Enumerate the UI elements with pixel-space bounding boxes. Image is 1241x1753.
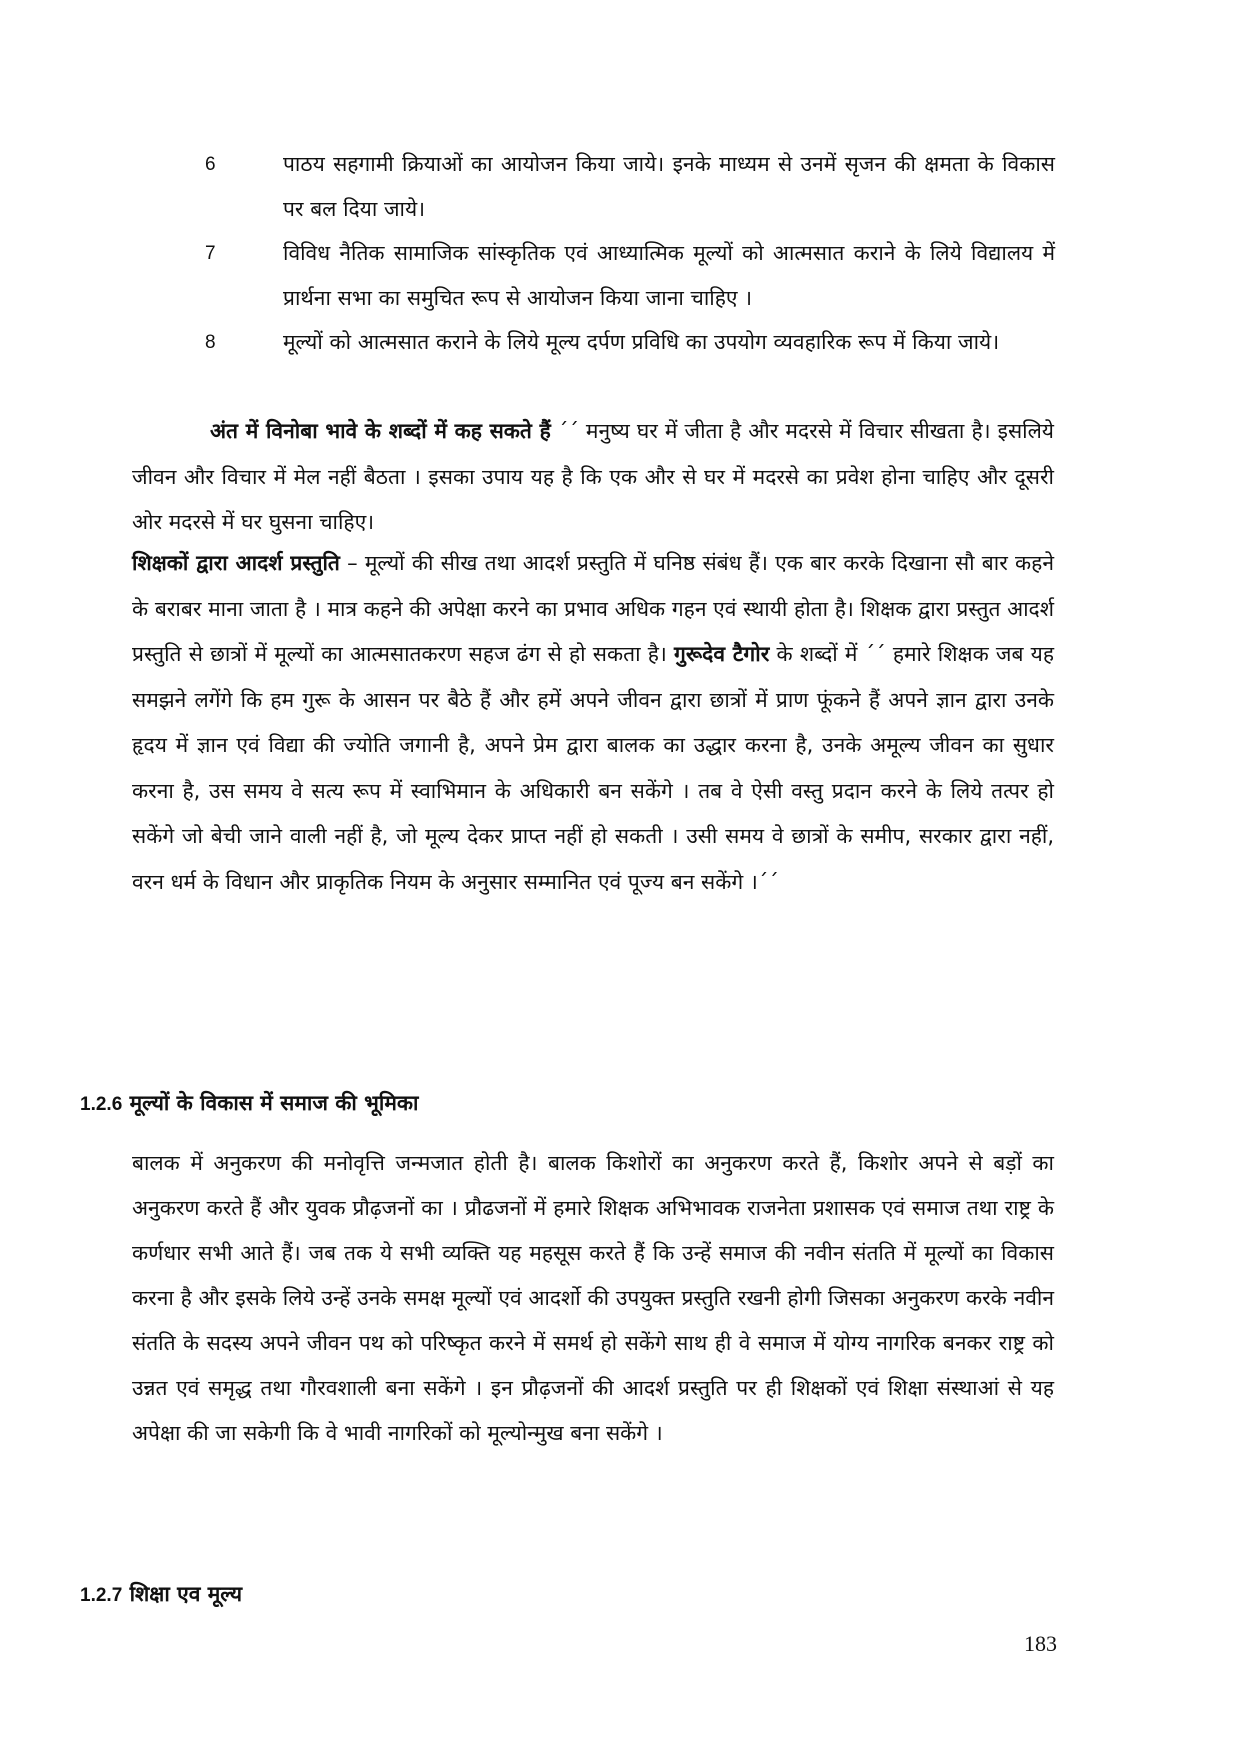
section-title: मूल्यों के विकास में समाज की भूमिका: [129, 1091, 419, 1115]
section-heading-1-2-7: [80, 1576, 242, 1614]
teacher-ideal-lead-bold: शिक्षकों द्वारा आदर्श प्रस्तुति: [132, 551, 340, 575]
list-item-text: पाठय सहगामी क्रियाओं का आयोजन किया जाये। इनके माध्यम से उनमें सृजन की क्षमता के विकास पर बल दिया जाये।: [283, 152, 1055, 221]
teacher-ideal-body-2: के शब्दों में ´´ हमारे शिक्षक जब यह समझने लगेंगे कि हम गुरू के आसन पर बैठे हैं और हमें अपने जीवन द्वारा छात्रों में प्राण फूंकने हैं अपने ज्ञान द्वारा उनके हृदय में ज्ञान एवं विद्या की ज्योति जगानी है, अपने प्रेम द्वारा बालक का उद्धार करना है, उनके अमूल्य जीवन का सुधार करना है, उस समय वे सत्य रूप में स्वाभिमान के अधिकारी बन सकेंगे । तब वे ऐसी वस्तु प्रदान करने के लिये तत्पर हो सकेंगे जो बेची जाने वाली नहीं है, जो मूल्य देकर प्राप्त नहीं हो सकती । उसी समय वे छात्रों के समीप, सरकार द्वारा नहीं, वरन धर्म के विधान और प्राकृतिक नियम के अनुसार सम्मानित एवं पूज्य बन सकेंगे ।´´: [132, 642, 1055, 894]
list-item-text: मूल्यों को आत्मसात कराने के लिये मूल्य दर्पण प्रविधि का उपयोग व्यवहारिक रूप में किया जाये।: [283, 330, 1000, 354]
vinoba-bhave-paragraph: [132, 409, 1054, 546]
section-title: शिक्षा एव मूल्य: [129, 1582, 243, 1606]
tagore-name-bold: गुरूदेव टैगोर: [674, 642, 770, 666]
list-item-number: 8: [205, 332, 216, 353]
vinoba-lead-bold: अंत में विनोबा भावे के शब्दों में कह सकते हैं: [210, 419, 551, 443]
list-item-number: 6: [205, 154, 216, 175]
section-number: 1.2.7: [80, 1585, 123, 1606]
list-item-number: 7: [205, 243, 216, 264]
section-heading-1-2-6: [80, 1085, 418, 1123]
society-role-paragraph: बालक में अनुकरण की मनोवृत्ति जन्मजात होती है। बालक किशोरों का अनुकरण करते हैं, किशोर अपने से बड़ों का अनुकरण करते हैं और युवक प्रौढ़जनों का । प्रौढजनों में हमारे शिक्षक अभिभावक राजनेता प्रशासक एवं समाज तथा राष्ट्र के कर्णधार सभी आते हैं। जब तक ये सभी व्यक्ति यह महसूस करते हैं कि उन्हें समाज की नवीन संतति में मूल्यों का विकास करना है और इसके लिये उन्हें उनके समक्ष मूल्यों एवं आदर्शो की उपयुक्त प्रस्तुति रखनी होगी जिसका अनुकरण करके नवीन संतति के सदस्य अपने जीवन पथ को परिष्कृत करने में समर्थ हो सकेंगे साथ ही वे समाज में योग्य नागरिक बनकर राष्ट्र को उन्नत एवं समृद्ध तथा गौरवशाली बना सकेंगे । इन प्रौढ़जनों की आदर्श प्रस्तुति पर ही शिक्षकों एवं शिक्षा संस्थाआं से यह अपेक्षा की जा सकेगी कि वे भावी नागरिकों को मूल्योन्मुख बना सकेंगे ।: [132, 1151, 1054, 1445]
teacher-ideal-paragraph: [132, 541, 1054, 905]
section-number: 1.2.6: [80, 1094, 123, 1115]
vinoba-body: ´´ मनुष्य घर में जीता है और मदरसे में विचार सीखता है। इसलिये जीवन और विचार में मेल नहीं बैठता । इसका उपाय यह है कि एक और से घर में मदरसे का प्रवेश होना चाहिए और दूसरी ओर मदरसे में घर घुसना चाहिए।: [132, 419, 1054, 534]
page-number: 183: [1024, 1631, 1057, 1656]
list-item-text: विविध नैतिक सामाजिक सांस्कृतिक एवं आध्यात्मिक मूल्यों को आत्मसात कराने के लिये विद्यालय में प्रार्थना सभा का समुचित रूप से आयोजन किया जाना चाहिए ।: [283, 241, 1056, 310]
teacher-ideal-body-1: – मूल्यों की सीख तथा आदर्श प्रस्तुति में घनिष्ठ संबंध हैं। एक बार करके दिखाना सौ बार कहने के बराबर माना जाता है । मात्र कहने की अपेक्षा करने का प्रभाव अधिक गहन एवं स्थायी होता है। शिक्षक द्वारा प्रस्तुत आदर्श प्रस्तुति से छात्रों में मूल्यों का आत्मसातकरण सहज ढंग से हो सकता है।: [132, 551, 1054, 666]
